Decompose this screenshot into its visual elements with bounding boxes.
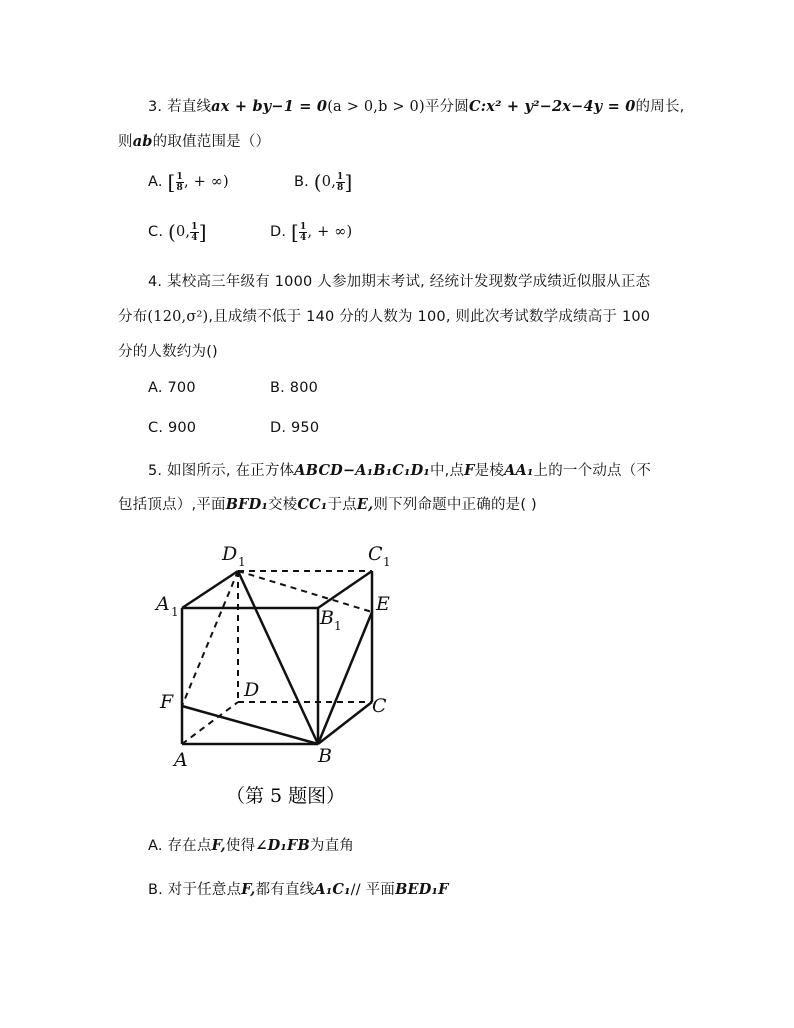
label-a1: A [156,593,170,615]
q5-edge-cc1: CC₁ [297,496,328,513]
fraction [336,172,344,193]
segment-d1-e [238,571,372,612]
q4-option-b: B. 800 [270,380,319,396]
q3-circle-equation: C:x² + y²−2x−4y = 0 [468,98,636,115]
q3-condition: (a > 0,b > 0) [327,99,425,115]
q5-option-b-plane: BED₁F [395,881,449,898]
label-a: A [174,749,188,771]
q5-line1-pre: 5. 如图所示, 在正方体 [148,463,295,479]
fraction-den: 8 [176,182,183,193]
q5-option-a [148,834,354,855]
q3-option-a-rest: , + ∞) [183,174,229,190]
q5-line1-mid2: 是棱 [474,463,505,479]
q4-option-c: C. 900 [148,420,197,436]
q5-line2 [118,493,537,514]
q4-line3: 分的人数约为() [118,344,218,360]
q4-option-d: D. 950 [270,420,320,436]
q5-option-b-pre: B. 对于任意点 [148,882,242,898]
q5-line2-post: 则下列命题中正确的是( ) [373,497,537,513]
q5-option-a-pre: A. 存在点 [148,838,212,854]
q3-option-b-zero: 0, [321,174,337,190]
q5-point-e: E, [356,496,374,513]
q4-distribution: (120,σ²) [147,309,209,325]
q5-point-f: F [464,462,475,479]
q3-option-c [148,220,207,244]
q5-option-a-f: F, [211,837,226,854]
label-d1: D [222,543,238,565]
label-c: C [372,695,387,717]
fraction-num: 1 [300,221,307,232]
label-b1: B [320,607,334,629]
q5-line2-mid: 交棱 [268,497,298,513]
q5-option-b [148,878,449,899]
fraction-num: 1 [191,221,198,232]
q3-line1 [148,95,684,116]
q3-text-post: 的周长, [635,99,685,115]
label-d1-sub: 1 [238,555,246,569]
q5-line2-mid2: 于点 [327,497,357,513]
q3-option-d-label: D. [270,224,287,240]
label-c1: C [368,543,383,565]
left-paren: ( [167,220,176,244]
q3-ab: ab [132,133,153,150]
q4-line2-b: ,且成绩不低于 140 分的人数为 100, 则此次考试数学成绩高于 100 [208,309,651,325]
q3-text-pre: 若直线 [167,99,212,115]
q5-option-b-mid: 都有直线 [255,882,315,898]
q5-line1-post: 上的一个动点（不 [533,463,652,479]
q4-line2 [118,305,650,326]
fraction-den: 8 [337,182,344,193]
edge-a1-d1 [182,571,238,608]
right-bracket: ] [344,170,353,194]
right-bracket: ] [198,220,207,244]
fraction-den: 4 [300,232,307,243]
q3-text-mid: 平分圆 [424,99,469,115]
label-b: B [318,745,332,767]
cube-figure [150,530,410,820]
q3-line-equation: ax + by−1 = 0 [211,98,328,115]
q5-plane: BFD₁ [225,496,268,513]
q3-option-c-label: C. [148,224,164,240]
q3-number: 3. [148,99,163,115]
label-b1-sub: 1 [334,619,342,633]
left-bracket: [ [291,220,300,244]
q5-edge-aa1: AA₁ [504,462,534,479]
fraction [176,172,184,193]
q3-option-d [270,220,352,244]
left-paren: ( [313,170,322,194]
q5-option-a-post: 为直角 [309,838,355,854]
q5-line1-mid: 中,点 [429,463,465,479]
q5-option-a-mid: 使得 [225,838,256,854]
q4-option-a: A. 700 [148,380,196,396]
segment-d1-f [182,571,238,706]
label-c1-sub: 1 [383,555,391,569]
q3-option-a-label: A. [148,174,163,190]
q5-cube: ABCD−A₁B₁C₁D₁ [294,462,430,479]
q5-option-b-mid2: // 平面 [350,882,396,898]
q5-option-b-f: F, [241,881,256,898]
edge-b1-c1 [318,571,372,608]
q3-option-b [294,170,353,194]
q5-line2-pre: 包括顶点）,平面 [118,497,226,513]
q3-line2 [118,130,270,151]
q3-line2-post: 的取值范围是（） [152,134,271,150]
q3-option-b-label: B. [294,174,309,190]
figure-caption: （第 5 题图） [226,785,346,807]
label-e: E [376,593,390,615]
q3-option-d-rest: , + ∞) [307,224,353,240]
fraction-num: 1 [337,171,344,182]
label-d: D [244,679,260,701]
q5-option-a-angle: ∠D₁FB [255,837,310,854]
q4-line1: 4. 某校高三年级有 1000 人参加期末考试, 经统计发现数学成绩近似服从正态 [148,274,651,290]
label-a1-sub: 1 [171,605,179,619]
q3-option-c-zero: 0, [175,224,191,240]
q3-line2-pre: 则 [118,134,133,150]
label-f: F [160,691,174,713]
left-bracket: [ [167,170,176,194]
q5-option-b-line: A₁C₁ [314,881,351,898]
fraction [190,222,198,243]
fraction-den: 4 [191,232,198,243]
q5-line1 [148,459,651,480]
q4-line2-a: 分布 [118,309,148,325]
cube-diagram [150,530,410,820]
segment-f-b [182,706,318,744]
q3-option-a [148,170,229,194]
fraction-num: 1 [176,171,183,182]
segment-d1-b [238,571,318,744]
